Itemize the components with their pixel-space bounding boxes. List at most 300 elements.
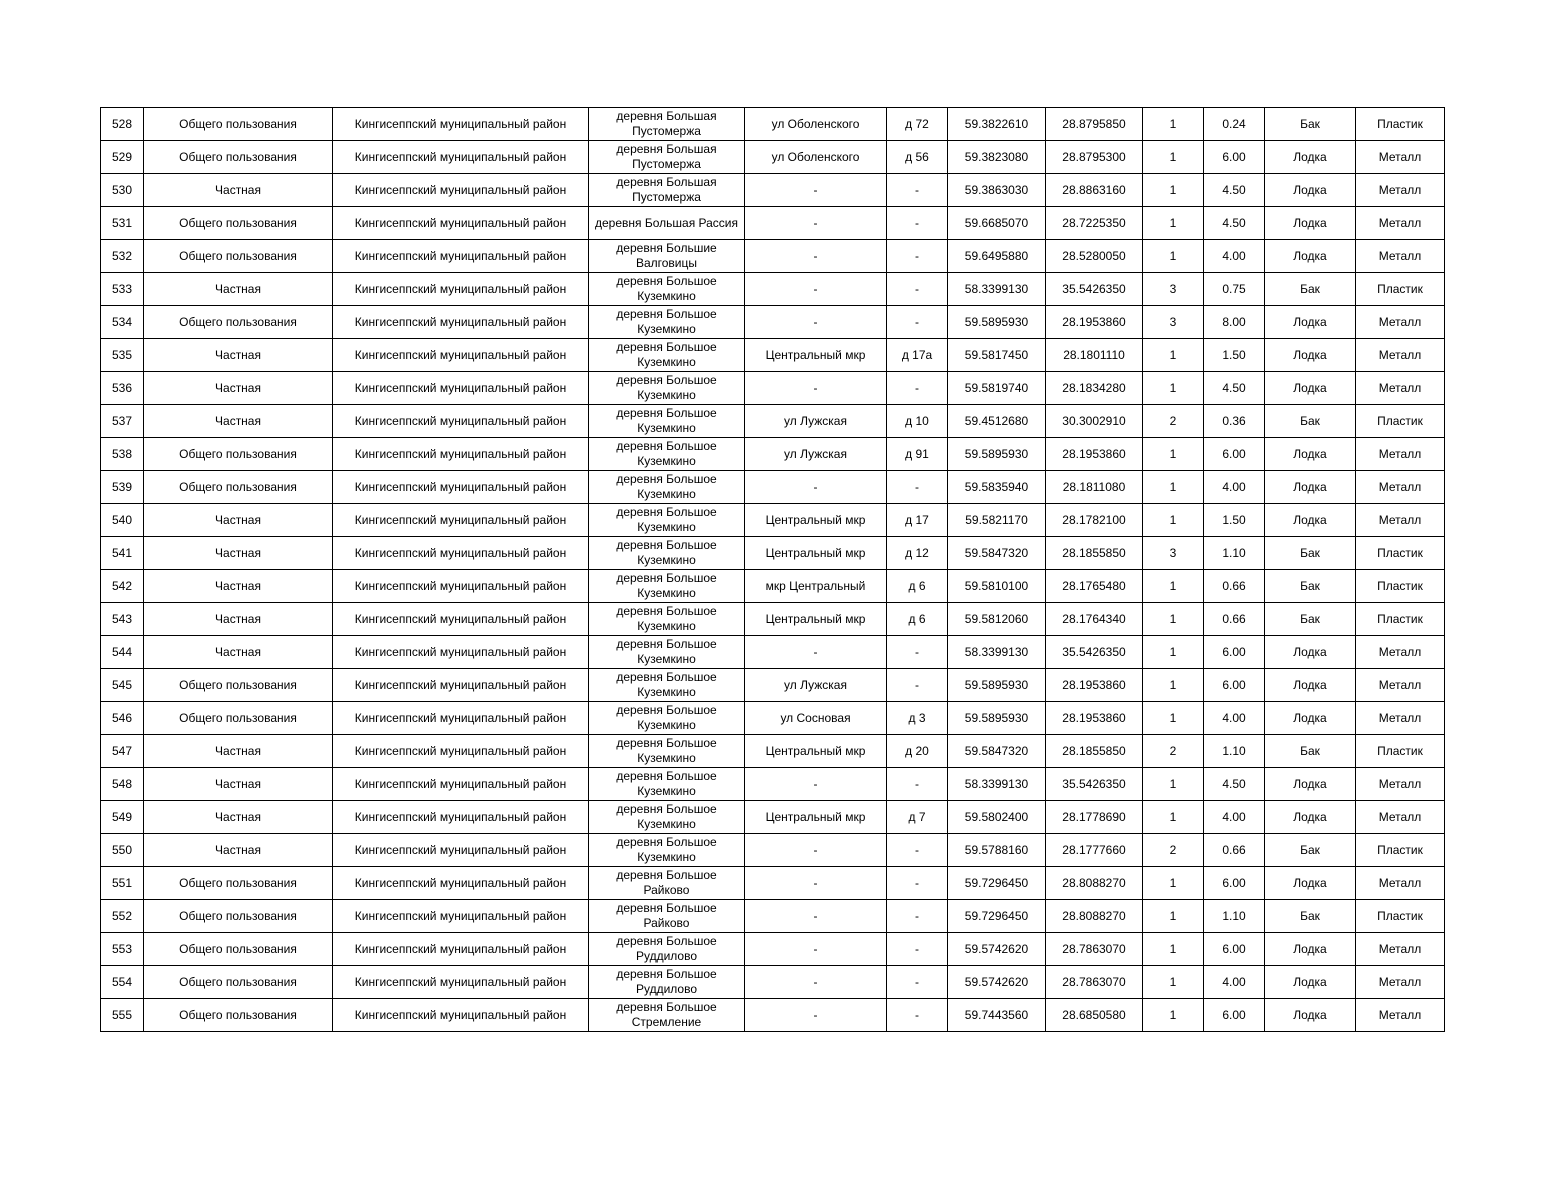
container-type-cell: Лодка xyxy=(1265,174,1356,207)
count-cell: 1 xyxy=(1143,768,1204,801)
row-number-cell: 536 xyxy=(101,372,144,405)
count-cell: 1 xyxy=(1143,900,1204,933)
longitude-cell: 28.1855850 xyxy=(1046,735,1143,768)
district-cell: Кингисеппский муниципальный район xyxy=(333,801,589,834)
house-cell: д 72 xyxy=(887,108,948,141)
longitude-cell: 28.1953860 xyxy=(1046,306,1143,339)
latitude-cell: 59.5835940 xyxy=(948,471,1046,504)
latitude-cell: 59.5742620 xyxy=(948,933,1046,966)
street-cell: - xyxy=(745,867,887,900)
latitude-cell: 59.5788160 xyxy=(948,834,1046,867)
row-number-cell: 543 xyxy=(101,603,144,636)
material-cell: Металл xyxy=(1356,438,1445,471)
table-row xyxy=(101,240,1445,273)
settlement-cell: деревня Большое Куземкино xyxy=(589,702,745,735)
row-number-cell: 538 xyxy=(101,438,144,471)
street-cell: - xyxy=(745,306,887,339)
container-type-cell: Лодка xyxy=(1265,339,1356,372)
latitude-cell: 59.5847320 xyxy=(948,735,1046,768)
district-cell: Кингисеппский муниципальный район xyxy=(333,372,589,405)
material-cell: Металл xyxy=(1356,636,1445,669)
row-number-cell: 542 xyxy=(101,570,144,603)
volume-cell: 1.10 xyxy=(1204,900,1265,933)
settlement-cell: деревня Большое Куземкино xyxy=(589,306,745,339)
street-cell: Центральный мкр xyxy=(745,504,887,537)
house-cell: - xyxy=(887,867,948,900)
table-row xyxy=(101,108,1445,141)
district-cell: Кингисеппский муниципальный район xyxy=(333,933,589,966)
table-row xyxy=(101,570,1445,603)
table-row xyxy=(101,471,1445,504)
longitude-cell: 28.1777660 xyxy=(1046,834,1143,867)
container-type-cell: Лодка xyxy=(1265,438,1356,471)
table-row xyxy=(101,438,1445,471)
ownership-cell: Общего пользования xyxy=(144,207,333,240)
district-cell: Кингисеппский муниципальный район xyxy=(333,867,589,900)
latitude-cell: 59.5821170 xyxy=(948,504,1046,537)
material-cell: Пластик xyxy=(1356,603,1445,636)
volume-cell: 1.50 xyxy=(1204,339,1265,372)
house-cell: - xyxy=(887,636,948,669)
house-cell: - xyxy=(887,966,948,999)
district-cell: Кингисеппский муниципальный район xyxy=(333,273,589,306)
longitude-cell: 28.1778690 xyxy=(1046,801,1143,834)
settlement-cell: деревня Большое Куземкино xyxy=(589,768,745,801)
table-row xyxy=(101,603,1445,636)
settlement-cell: деревня Большое Куземкино xyxy=(589,834,745,867)
street-cell: Центральный мкр xyxy=(745,603,887,636)
row-number-cell: 549 xyxy=(101,801,144,834)
house-cell: д 3 xyxy=(887,702,948,735)
container-type-cell: Лодка xyxy=(1265,306,1356,339)
row-number-cell: 541 xyxy=(101,537,144,570)
table-row xyxy=(101,306,1445,339)
district-cell: Кингисеппский муниципальный район xyxy=(333,537,589,570)
volume-cell: 0.24 xyxy=(1204,108,1265,141)
volume-cell: 4.00 xyxy=(1204,471,1265,504)
settlement-cell: деревня Большое Куземкино xyxy=(589,405,745,438)
longitude-cell: 28.1834280 xyxy=(1046,372,1143,405)
material-cell: Металл xyxy=(1356,867,1445,900)
settlement-cell: деревня Большая Пустомержа xyxy=(589,141,745,174)
latitude-cell: 59.3823080 xyxy=(948,141,1046,174)
house-cell: - xyxy=(887,372,948,405)
container-type-cell: Бак xyxy=(1265,108,1356,141)
street-cell: Центральный мкр xyxy=(745,339,887,372)
district-cell: Кингисеппский муниципальный район xyxy=(333,636,589,669)
volume-cell: 6.00 xyxy=(1204,933,1265,966)
container-type-cell: Лодка xyxy=(1265,801,1356,834)
settlement-cell: деревня Большое Руддилово xyxy=(589,966,745,999)
table-row xyxy=(101,966,1445,999)
street-cell: - xyxy=(745,471,887,504)
district-cell: Кингисеппский муниципальный район xyxy=(333,834,589,867)
count-cell: 1 xyxy=(1143,240,1204,273)
district-cell: Кингисеппский муниципальный район xyxy=(333,504,589,537)
row-number-cell: 555 xyxy=(101,999,144,1032)
district-cell: Кингисеппский муниципальный район xyxy=(333,966,589,999)
material-cell: Металл xyxy=(1356,240,1445,273)
material-cell: Металл xyxy=(1356,933,1445,966)
street-cell: ул Лужская xyxy=(745,669,887,702)
longitude-cell: 28.7863070 xyxy=(1046,966,1143,999)
district-cell: Кингисеппский муниципальный район xyxy=(333,306,589,339)
volume-cell: 1.50 xyxy=(1204,504,1265,537)
house-cell: д 10 xyxy=(887,405,948,438)
longitude-cell: 28.6850580 xyxy=(1046,999,1143,1032)
volume-cell: 1.10 xyxy=(1204,537,1265,570)
settlement-cell: деревня Большая Рассия xyxy=(589,207,745,240)
longitude-cell: 28.8795850 xyxy=(1046,108,1143,141)
volume-cell: 0.66 xyxy=(1204,834,1265,867)
table-body xyxy=(101,108,1445,1032)
house-cell: - xyxy=(887,240,948,273)
material-cell: Пластик xyxy=(1356,900,1445,933)
district-cell: Кингисеппский муниципальный район xyxy=(333,999,589,1032)
settlement-cell: деревня Большое Куземкино xyxy=(589,372,745,405)
ownership-cell: Частная xyxy=(144,768,333,801)
table-row xyxy=(101,273,1445,306)
latitude-cell: 59.5895930 xyxy=(948,438,1046,471)
volume-cell: 0.75 xyxy=(1204,273,1265,306)
house-cell: д 6 xyxy=(887,603,948,636)
ownership-cell: Частная xyxy=(144,570,333,603)
longitude-cell: 28.8088270 xyxy=(1046,900,1143,933)
material-cell: Металл xyxy=(1356,702,1445,735)
district-cell: Кингисеппский муниципальный район xyxy=(333,603,589,636)
container-type-cell: Лодка xyxy=(1265,768,1356,801)
street-cell: - xyxy=(745,900,887,933)
table-row xyxy=(101,339,1445,372)
material-cell: Металл xyxy=(1356,768,1445,801)
row-number-cell: 544 xyxy=(101,636,144,669)
count-cell: 1 xyxy=(1143,504,1204,537)
latitude-cell: 59.5895930 xyxy=(948,702,1046,735)
volume-cell: 6.00 xyxy=(1204,438,1265,471)
count-cell: 1 xyxy=(1143,999,1204,1032)
settlement-cell: деревня Большое Куземкино xyxy=(589,669,745,702)
latitude-cell: 58.3399130 xyxy=(948,273,1046,306)
ownership-cell: Общего пользования xyxy=(144,108,333,141)
district-cell: Кингисеппский муниципальный район xyxy=(333,768,589,801)
volume-cell: 0.66 xyxy=(1204,570,1265,603)
row-number-cell: 553 xyxy=(101,933,144,966)
longitude-cell: 35.5426350 xyxy=(1046,273,1143,306)
ownership-cell: Общего пользования xyxy=(144,438,333,471)
material-cell: Пластик xyxy=(1356,405,1445,438)
district-cell: Кингисеппский муниципальный район xyxy=(333,405,589,438)
house-cell: д 20 xyxy=(887,735,948,768)
street-cell: - xyxy=(745,207,887,240)
count-cell: 1 xyxy=(1143,339,1204,372)
container-type-cell: Лодка xyxy=(1265,966,1356,999)
container-type-cell: Лодка xyxy=(1265,207,1356,240)
count-cell: 1 xyxy=(1143,570,1204,603)
container-type-cell: Бак xyxy=(1265,405,1356,438)
table-row xyxy=(101,933,1445,966)
count-cell: 1 xyxy=(1143,438,1204,471)
district-cell: Кингисеппский муниципальный район xyxy=(333,735,589,768)
settlement-cell: деревня Большое Куземкино xyxy=(589,537,745,570)
count-cell: 1 xyxy=(1143,702,1204,735)
table-row xyxy=(101,372,1445,405)
material-cell: Металл xyxy=(1356,141,1445,174)
ownership-cell: Частная xyxy=(144,273,333,306)
longitude-cell: 28.1801110 xyxy=(1046,339,1143,372)
ownership-cell: Общего пользования xyxy=(144,900,333,933)
house-cell: - xyxy=(887,933,948,966)
street-cell: - xyxy=(745,636,887,669)
ownership-cell: Общего пользования xyxy=(144,966,333,999)
table-row xyxy=(101,141,1445,174)
row-number-cell: 546 xyxy=(101,702,144,735)
house-cell: д 17а xyxy=(887,339,948,372)
latitude-cell: 59.6685070 xyxy=(948,207,1046,240)
district-cell: Кингисеппский муниципальный район xyxy=(333,339,589,372)
ownership-cell: Частная xyxy=(144,405,333,438)
longitude-cell: 28.1811080 xyxy=(1046,471,1143,504)
street-cell: Центральный мкр xyxy=(745,801,887,834)
container-type-cell: Лодка xyxy=(1265,504,1356,537)
street-cell: - xyxy=(745,834,887,867)
table-row xyxy=(101,801,1445,834)
container-type-cell: Бак xyxy=(1265,834,1356,867)
container-type-cell: Бак xyxy=(1265,603,1356,636)
count-cell: 1 xyxy=(1143,801,1204,834)
street-cell: - xyxy=(745,372,887,405)
count-cell: 2 xyxy=(1143,834,1204,867)
volume-cell: 6.00 xyxy=(1204,999,1265,1032)
settlement-cell: деревня Большое Куземкино xyxy=(589,636,745,669)
count-cell: 1 xyxy=(1143,207,1204,240)
house-cell: - xyxy=(887,174,948,207)
container-type-cell: Бак xyxy=(1265,735,1356,768)
longitude-cell: 28.1765480 xyxy=(1046,570,1143,603)
count-cell: 1 xyxy=(1143,141,1204,174)
district-cell: Кингисеппский муниципальный район xyxy=(333,438,589,471)
house-cell: - xyxy=(887,999,948,1032)
street-cell: мкр Центральный xyxy=(745,570,887,603)
volume-cell: 1.10 xyxy=(1204,735,1265,768)
material-cell: Металл xyxy=(1356,174,1445,207)
registry-table xyxy=(100,107,1445,1032)
row-number-cell: 530 xyxy=(101,174,144,207)
latitude-cell: 58.3399130 xyxy=(948,768,1046,801)
settlement-cell: деревня Большое Райково xyxy=(589,867,745,900)
material-cell: Металл xyxy=(1356,471,1445,504)
count-cell: 3 xyxy=(1143,306,1204,339)
district-cell: Кингисеппский муниципальный район xyxy=(333,207,589,240)
longitude-cell: 28.1782100 xyxy=(1046,504,1143,537)
volume-cell: 6.00 xyxy=(1204,867,1265,900)
street-cell: - xyxy=(745,999,887,1032)
table-row xyxy=(101,735,1445,768)
latitude-cell: 59.5847320 xyxy=(948,537,1046,570)
house-cell: - xyxy=(887,834,948,867)
material-cell: Металл xyxy=(1356,669,1445,702)
district-cell: Кингисеппский муниципальный район xyxy=(333,471,589,504)
latitude-cell: 59.4512680 xyxy=(948,405,1046,438)
ownership-cell: Частная xyxy=(144,504,333,537)
house-cell: д 6 xyxy=(887,570,948,603)
district-cell: Кингисеппский муниципальный район xyxy=(333,108,589,141)
table-row xyxy=(101,834,1445,867)
street-cell: - xyxy=(745,768,887,801)
material-cell: Металл xyxy=(1356,999,1445,1032)
row-number-cell: 532 xyxy=(101,240,144,273)
longitude-cell: 35.5426350 xyxy=(1046,768,1143,801)
street-cell: - xyxy=(745,240,887,273)
longitude-cell: 28.8795300 xyxy=(1046,141,1143,174)
ownership-cell: Общего пользования xyxy=(144,999,333,1032)
container-type-cell: Лодка xyxy=(1265,471,1356,504)
volume-cell: 4.50 xyxy=(1204,372,1265,405)
settlement-cell: деревня Большое Куземкино xyxy=(589,339,745,372)
material-cell: Металл xyxy=(1356,339,1445,372)
ownership-cell: Общего пользования xyxy=(144,306,333,339)
row-number-cell: 554 xyxy=(101,966,144,999)
volume-cell: 4.50 xyxy=(1204,207,1265,240)
material-cell: Металл xyxy=(1356,372,1445,405)
house-cell: д 17 xyxy=(887,504,948,537)
house-cell: - xyxy=(887,207,948,240)
street-cell: - xyxy=(745,933,887,966)
ownership-cell: Частная xyxy=(144,174,333,207)
house-cell: д 56 xyxy=(887,141,948,174)
count-cell: 1 xyxy=(1143,372,1204,405)
material-cell: Пластик xyxy=(1356,273,1445,306)
table-row xyxy=(101,999,1445,1032)
longitude-cell: 28.8088270 xyxy=(1046,867,1143,900)
volume-cell: 4.50 xyxy=(1204,174,1265,207)
row-number-cell: 531 xyxy=(101,207,144,240)
district-cell: Кингисеппский муниципальный район xyxy=(333,174,589,207)
container-type-cell: Лодка xyxy=(1265,867,1356,900)
table-row xyxy=(101,537,1445,570)
count-cell: 1 xyxy=(1143,603,1204,636)
ownership-cell: Частная xyxy=(144,735,333,768)
table-row xyxy=(101,669,1445,702)
house-cell: д 12 xyxy=(887,537,948,570)
container-type-cell: Бак xyxy=(1265,537,1356,570)
settlement-cell: деревня Большое Куземкино xyxy=(589,570,745,603)
longitude-cell: 28.1764340 xyxy=(1046,603,1143,636)
container-type-cell: Лодка xyxy=(1265,999,1356,1032)
row-number-cell: 545 xyxy=(101,669,144,702)
material-cell: Металл xyxy=(1356,207,1445,240)
material-cell: Пластик xyxy=(1356,834,1445,867)
row-number-cell: 552 xyxy=(101,900,144,933)
street-cell: Центральный мкр xyxy=(745,735,887,768)
ownership-cell: Общего пользования xyxy=(144,933,333,966)
container-type-cell: Лодка xyxy=(1265,669,1356,702)
count-cell: 1 xyxy=(1143,669,1204,702)
volume-cell: 6.00 xyxy=(1204,141,1265,174)
row-number-cell: 528 xyxy=(101,108,144,141)
district-cell: Кингисеппский муниципальный район xyxy=(333,570,589,603)
table-row xyxy=(101,174,1445,207)
house-cell: - xyxy=(887,471,948,504)
latitude-cell: 59.5819740 xyxy=(948,372,1046,405)
longitude-cell: 28.1855850 xyxy=(1046,537,1143,570)
row-number-cell: 534 xyxy=(101,306,144,339)
row-number-cell: 537 xyxy=(101,405,144,438)
latitude-cell: 58.3399130 xyxy=(948,636,1046,669)
material-cell: Металл xyxy=(1356,306,1445,339)
count-cell: 1 xyxy=(1143,636,1204,669)
ownership-cell: Частная xyxy=(144,603,333,636)
district-cell: Кингисеппский муниципальный район xyxy=(333,240,589,273)
row-number-cell: 529 xyxy=(101,141,144,174)
container-type-cell: Лодка xyxy=(1265,702,1356,735)
count-cell: 1 xyxy=(1143,471,1204,504)
material-cell: Пластик xyxy=(1356,108,1445,141)
street-cell: ул Сосновая xyxy=(745,702,887,735)
count-cell: 3 xyxy=(1143,273,1204,306)
settlement-cell: деревня Большое Стремление xyxy=(589,999,745,1032)
ownership-cell: Общего пользования xyxy=(144,240,333,273)
latitude-cell: 59.5895930 xyxy=(948,306,1046,339)
longitude-cell: 30.3002910 xyxy=(1046,405,1143,438)
street-cell: ул Лужская xyxy=(745,405,887,438)
count-cell: 1 xyxy=(1143,933,1204,966)
row-number-cell: 550 xyxy=(101,834,144,867)
volume-cell: 4.00 xyxy=(1204,801,1265,834)
ownership-cell: Частная xyxy=(144,372,333,405)
latitude-cell: 59.7296450 xyxy=(948,867,1046,900)
latitude-cell: 59.5817450 xyxy=(948,339,1046,372)
house-cell: - xyxy=(887,669,948,702)
count-cell: 1 xyxy=(1143,174,1204,207)
volume-cell: 4.00 xyxy=(1204,240,1265,273)
settlement-cell: деревня Большое Куземкино xyxy=(589,438,745,471)
container-type-cell: Бак xyxy=(1265,273,1356,306)
longitude-cell: 35.5426350 xyxy=(1046,636,1143,669)
settlement-cell: деревня Большие Валговицы xyxy=(589,240,745,273)
row-number-cell: 533 xyxy=(101,273,144,306)
count-cell: 1 xyxy=(1143,966,1204,999)
ownership-cell: Общего пользования xyxy=(144,141,333,174)
container-type-cell: Лодка xyxy=(1265,240,1356,273)
latitude-cell: 59.5812060 xyxy=(948,603,1046,636)
longitude-cell: 28.7225350 xyxy=(1046,207,1143,240)
latitude-cell: 59.6495880 xyxy=(948,240,1046,273)
count-cell: 1 xyxy=(1143,108,1204,141)
material-cell: Металл xyxy=(1356,966,1445,999)
house-cell: д 91 xyxy=(887,438,948,471)
longitude-cell: 28.1953860 xyxy=(1046,702,1143,735)
latitude-cell: 59.7296450 xyxy=(948,900,1046,933)
count-cell: 2 xyxy=(1143,735,1204,768)
ownership-cell: Общего пользования xyxy=(144,669,333,702)
table-row xyxy=(101,702,1445,735)
settlement-cell: деревня Большое Куземкино xyxy=(589,504,745,537)
settlement-cell: деревня Большое Куземкино xyxy=(589,471,745,504)
street-cell: ул Оболенского xyxy=(745,108,887,141)
count-cell: 2 xyxy=(1143,405,1204,438)
house-cell: - xyxy=(887,900,948,933)
volume-cell: 6.00 xyxy=(1204,669,1265,702)
row-number-cell: 547 xyxy=(101,735,144,768)
district-cell: Кингисеппский муниципальный район xyxy=(333,669,589,702)
settlement-cell: деревня Большое Куземкино xyxy=(589,603,745,636)
house-cell: - xyxy=(887,273,948,306)
settlement-cell: деревня Большое Райково xyxy=(589,900,745,933)
table-row xyxy=(101,768,1445,801)
street-cell: - xyxy=(745,273,887,306)
material-cell: Пластик xyxy=(1356,735,1445,768)
longitude-cell: 28.1953860 xyxy=(1046,438,1143,471)
